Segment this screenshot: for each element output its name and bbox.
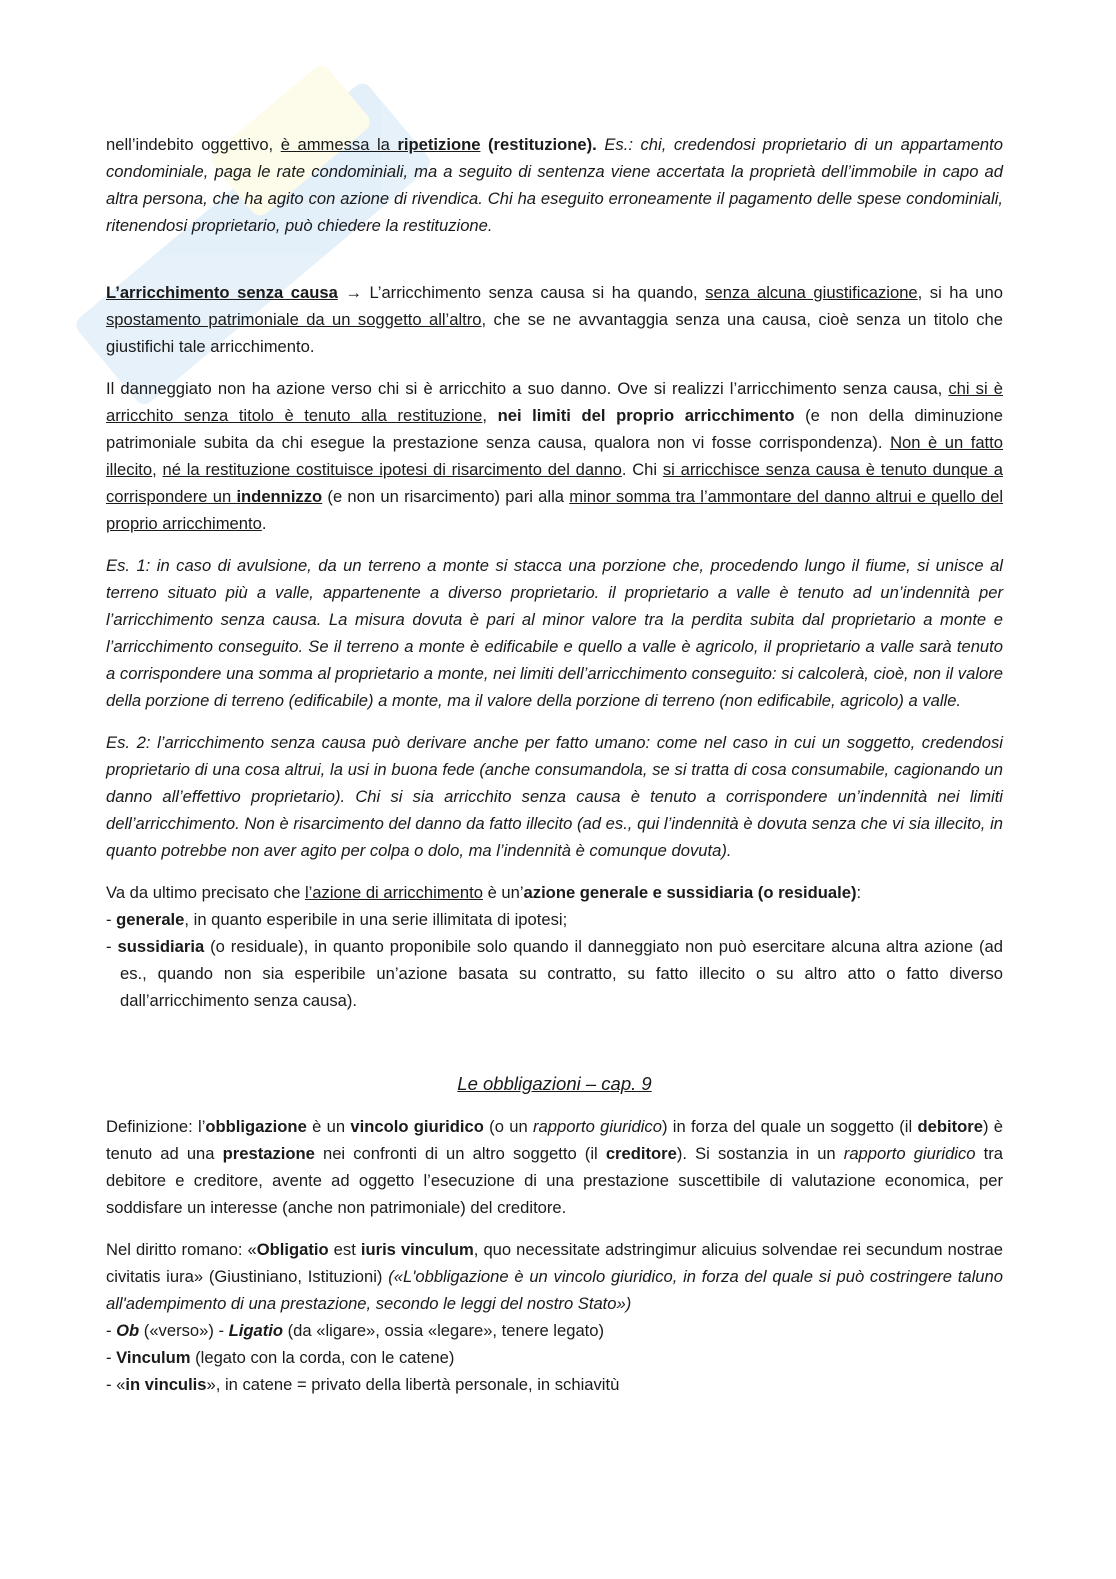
section-heading: [106, 1070, 1003, 1098]
text-run: ) in forza del quale un soggetto (il: [661, 1117, 918, 1136]
text-run: sussidiaria: [117, 937, 205, 956]
text-run: Definizione: l’: [106, 1117, 206, 1136]
text-run: senza alcuna giustificazione: [705, 283, 918, 302]
paragraph: [106, 375, 1003, 537]
text-run: Le obbligazioni – cap. 9: [457, 1073, 652, 1094]
text-run: nei limiti del proprio arricchimento: [497, 406, 795, 425]
text-run: L’arricchimento senza causa: [106, 283, 338, 302]
text-run: («verso») -: [139, 1321, 229, 1340]
text-run: Obligatio: [256, 1240, 329, 1259]
text-run: ,: [482, 406, 498, 425]
list-item: [106, 1371, 1003, 1398]
text-run: (o un: [483, 1117, 534, 1136]
text-run: -: [106, 1348, 117, 1367]
text-run: Vinculum: [116, 1348, 191, 1367]
text-run: iuris vinculum: [360, 1240, 474, 1259]
text-run: (legato con la corda, con le catene): [190, 1348, 455, 1367]
text-run: creditore: [605, 1144, 677, 1163]
text-run: - «: [106, 1375, 126, 1394]
paragraph: [106, 131, 1003, 239]
list-item: [106, 1317, 1003, 1344]
text-run: . Chi: [621, 460, 663, 479]
text-run: (e non un risarcimento) pari alla: [322, 487, 570, 506]
text-run: rapporto giuridico: [533, 1117, 662, 1136]
text-run: tra debitore e creditore, avente ad oggetto l’esecuzione di una prestazione suscettibile di valutazione economica, per soddisfare un interesse (anche non patrimoniale) del creditore.: [106, 1144, 1004, 1217]
text-run: , in quanto esperibile in una serie illimitata di ipotesi;: [184, 910, 568, 929]
text-run: Non è un fatto illecito: [106, 433, 1004, 479]
text-run: Il danneggiato non ha azione verso chi si è arricchito a suo danno. Ove si realizzi l’arricchimento senza causa,: [106, 379, 949, 398]
text-run: est: [328, 1240, 361, 1259]
text-run: né la restituzione costituisce ipotesi di risarcimento del danno: [162, 460, 622, 479]
text-run: si arricchisce senza causa è tenuto dunque a corrispondere un: [106, 460, 1003, 506]
text-run: Es. 1: in caso di avulsione, da un terreno a monte si stacca una porzione che, procedendo lungo il fiume, si unisce al terreno situato più a valle, appartenente a diverso proprietario. il proprietario a valle è tenuto ad un’indennità per l’arricchimento senza causa. La misura dovuta è pari al minor valore tra la perdita subita dal proprietario a monte e l’arricchimento conseguito. Se il terreno a monte è edificabile e quello a valle è agricolo, il proprietario a valle sarà tenuto a corrispondere una somma al proprietario a monte, nei limiti dell’arricchimento conseguito: si calcolerà, cioè, non il valore della porzione di terreno (edificabile) a monte, ma il valore della porzione di terreno (non edificabile, agricolo) a valle.: [106, 556, 1003, 710]
text-run: (da «ligare», ossia «legare», tenere legato): [283, 1321, 605, 1340]
text-run: (restituzione).: [480, 135, 597, 154]
text-run: Nel diritto romano: «: [106, 1240, 257, 1259]
list-item: [106, 906, 1003, 933]
text-run: nell’indebito oggettivo,: [106, 135, 281, 154]
text-run: prestazione: [222, 1144, 315, 1163]
paragraph: [106, 552, 1003, 714]
paragraph: [106, 1113, 1003, 1221]
text-run: generale: [116, 910, 185, 929]
text-run: azione generale e sussidiaria (o residuale): [523, 883, 857, 902]
text-run: », in catene = privato della libertà personale, in schiavitù: [206, 1375, 620, 1394]
text-run: debitore: [917, 1117, 983, 1136]
text-run: :: [856, 883, 862, 902]
text-run: Va da ultimo precisato che: [106, 883, 305, 902]
document-page: [106, 131, 1003, 1398]
paragraph: [106, 1236, 1003, 1317]
text-run: vincolo giuridico: [350, 1117, 484, 1136]
text-run: (o residuale), in quanto proponibile solo quando il danneggiato non può esercitare alcuna altra azione (ad es., quando non sia esperibile un’azione basata su contratto, su fatto illecito o su altro atto o fatto diverso dall’arricchimento senza causa).: [120, 937, 1003, 1010]
text-run: rapporto giuridico: [843, 1144, 976, 1163]
list-item: [106, 933, 1003, 1014]
text-run: obbligazione: [205, 1117, 307, 1136]
paragraph: [106, 879, 1003, 906]
paragraph: [106, 279, 1003, 360]
text-run: Ligatio: [228, 1321, 284, 1340]
text-run: -: [106, 910, 117, 929]
text-run: ). Si sostanzia in un: [676, 1144, 844, 1163]
text-run: Es. 2: l’arricchimento senza causa può derivare anche per fatto umano: come nel caso in cui un soggetto, credendosi proprietario di una cosa altrui, la usi in buona fede (anche consumandola, se si tratta di cosa consumabile, cagionando un danno all’effettivo proprietario). Chi si sia arricchito senza causa è tenuto a corrispondere un’indennità nei limiti dell’arricchimento. Non è risarcimento del danno da fatto illecito (ad es., qui l’indennità è dovuta senza che vi sia illecito, in quanto potrebbe non aver agito per colpa o dolo, ma l’indennità è comunque dovuta).: [106, 733, 1003, 860]
text-run: chi si è arricchito senza titolo è tenuto alla restituzione: [106, 379, 1004, 425]
text-run: indennizzo: [236, 487, 323, 506]
text-run: .: [261, 514, 267, 533]
text-run: («L'obbligazione è un vincolo giuridico, in forza del quale si può costringere taluno all'adempimento di una prestazione, secondo le leggi del nostro Stato»): [106, 1267, 1003, 1313]
text-run: in vinculis: [125, 1375, 207, 1394]
text-run: è un: [306, 1117, 351, 1136]
text-run: → L’arricchimento senza causa si ha quando,: [337, 283, 706, 302]
text-run: Ob: [116, 1321, 140, 1340]
text-run: ) è tenuto ad una: [106, 1117, 1004, 1163]
list-item: [106, 1344, 1003, 1371]
text-run: -: [106, 937, 118, 956]
text-run: spostamento patrimoniale da un soggetto all’altro: [106, 310, 482, 329]
text-run: -: [106, 1321, 117, 1340]
text-run: , che se ne avvantaggia senza una causa, cioè senza un titolo che giustifichi tale arricchimento.: [106, 310, 1003, 356]
text-run: nei confronti di un altro soggetto (il: [314, 1144, 606, 1163]
text-run: è un’: [482, 883, 524, 902]
text-run: ,: [152, 460, 163, 479]
text-run: (e non della diminuzione patrimoniale subita da chi esegue la prestazione senza causa, qualora non vi fosse corrispondenza).: [106, 406, 1004, 452]
text-run: , quo necessitate adstringimur alicuius solvendae rei secundum nostrae civitatis iura» (Giustiniano, Istituzioni): [106, 1240, 1004, 1286]
text-run: , si ha uno: [917, 283, 1003, 302]
text-run: minor somma tra l’ammontare del danno altrui e quello del proprio arricchimento: [106, 487, 1004, 533]
text-run: l’azione di arricchimento: [304, 883, 483, 902]
paragraph: [106, 729, 1003, 864]
text-run: Es.: chi, credendosi proprietario di un appartamento condominiale, paga le rate condominiali, ma a seguito di sentenza viene accertata la proprietà dell’immobile in capo ad altra persona, che ha agito con azione di rivendica. Chi ha eseguito erroneamente il pagamento delle spese condominiali, ritenendosi proprietario, può chiedere la restituzione.: [106, 135, 1003, 235]
text-run: è ammessa la: [280, 135, 398, 154]
text-run: ripetizione: [397, 135, 481, 154]
